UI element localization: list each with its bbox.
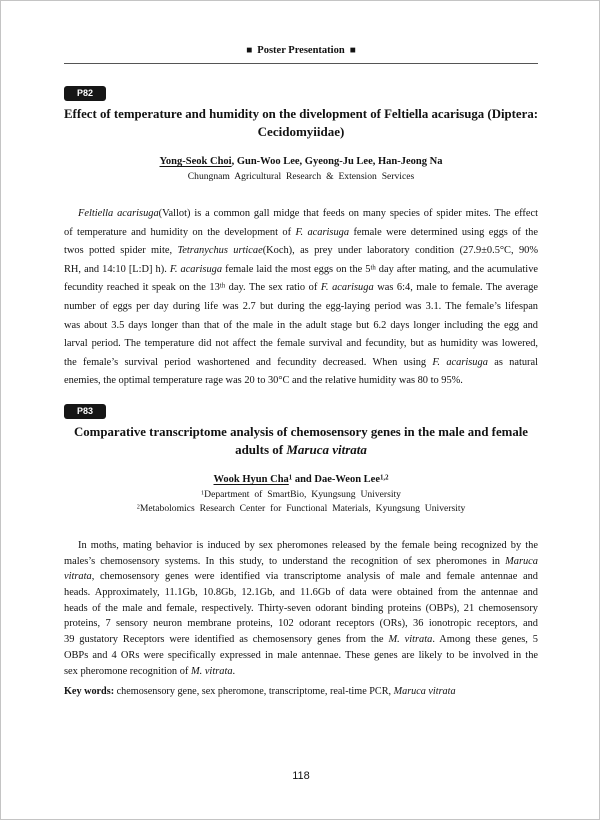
text-run: enemies, the optimal temperature rage was 20 to 30°C and the relative humidity was 80 to 95%. — [64, 375, 463, 387]
abstract-line — [64, 585, 538, 601]
text-run: heads of the male and female, respectively. Thirty-seven odorant binding proteins (OBPs), 21 chemosensory — [64, 602, 538, 614]
italic-run: vitrata — [64, 571, 92, 583]
abstract-line — [64, 616, 538, 632]
text-run: (Vallot) is a common gall midge that feeds on many species of spider mites. The effect — [158, 208, 538, 219]
abstract-body — [64, 538, 538, 679]
text-run: was about 3.5 days longer than that of the male in the adult stage but 6.2 days longer including the egg and — [64, 319, 538, 331]
abstract-line — [64, 335, 538, 354]
text-run: of temperature and humidity on the development of — [64, 226, 296, 238]
italic-run: Maruca vitrata — [393, 686, 456, 697]
abstract-line — [64, 354, 538, 373]
italic-run: Tetranychus urticae — [177, 245, 263, 257]
abstract-line — [64, 372, 538, 391]
text-run: In moths, mating behavior is induced by sex pheromones released by the female being recognized by the — [78, 540, 538, 551]
superscript-run: 1 — [201, 489, 205, 497]
italic-run: M. vitrata — [190, 665, 233, 677]
author-list — [64, 473, 538, 487]
italic-run: F. acarisuga — [295, 226, 350, 238]
abstract-line — [64, 261, 538, 280]
abstract-line — [64, 664, 538, 680]
affiliation — [64, 170, 538, 184]
text-run: larval period. The temperature did not affect the female survival and fecundity, but as humidity was lowered, — [64, 338, 538, 350]
poster-number-badge: P83 — [64, 404, 106, 419]
abstract-line — [78, 538, 538, 554]
abstract-title-line — [64, 441, 538, 459]
abstract-line — [64, 632, 538, 648]
keywords-line — [64, 685, 538, 699]
text-run: proteins, 7 sensory neuron membrane proteins, 102 odorant receptors (ORs), 36 ionotropic receptors, and — [64, 618, 538, 630]
abstract-line — [78, 205, 538, 224]
text-run: 39 gustatory Receptors were identified as chemosensory genes from the — [64, 634, 389, 646]
superscript-run: 1,2 — [379, 474, 389, 482]
underlined-author: Yong-Seok Choi — [159, 156, 232, 167]
text-run: . Among these genes, 5 — [432, 634, 538, 646]
affiliation — [64, 502, 538, 516]
text-run: , Gun-Woo Lee, Gyeong-Ju Lee, Han-Jeong Na — [231, 156, 443, 167]
abstract-body — [64, 205, 538, 391]
text-run: number of eggs per day during life was 2.7 but during the egg-laying period was 3.1. The female’s lifespan — [64, 300, 538, 312]
text-run: day after mating, and the acumulative — [375, 263, 538, 275]
page-number: 118 — [292, 770, 310, 782]
italic-run: Feltiella acarisuga — [78, 208, 159, 219]
affiliation — [64, 488, 538, 502]
text-run: and Dae-Weon Lee — [292, 474, 380, 485]
abstract-line — [64, 224, 538, 243]
square-mark-icon: ■ — [246, 45, 253, 56]
text-run: day. The sex ratio of — [225, 282, 321, 294]
header-rule — [64, 63, 538, 64]
abstract-line — [64, 279, 538, 298]
abstract-line — [64, 601, 538, 617]
abstract-line — [64, 569, 538, 585]
abstract-title-line — [74, 423, 528, 441]
abstract-line — [64, 242, 538, 261]
text-run: female were determined using eggs of the — [349, 226, 538, 238]
section-title: Poster Presentation — [257, 45, 345, 56]
abstract-line — [64, 317, 538, 336]
italic-run: Maruca — [505, 555, 538, 567]
text-run: Cecidomyiidae) — [257, 124, 345, 139]
italic-run: F. acarisuga — [320, 282, 374, 294]
text-run: Comparative transcriptome analysis of chemosensory genes in the male and female — [74, 424, 528, 439]
text-run: males’s chemosensory systems. In this study, to understand the recognition of sex pheromones in — [64, 555, 506, 567]
text-run: Effect of temperature and humidity on the divelopment of Feltiella acarisuga (Diptera: — [64, 106, 538, 121]
text-run: RH, and 14:10 [L:D] h). — [64, 263, 170, 275]
abstract-line — [64, 554, 538, 570]
text-run: Chungnam Agricultural Research & Extension Services — [187, 171, 415, 182]
text-run: Metabolomics Research Center for Functional Materials, Kyungsung University — [139, 503, 466, 514]
italic-run: M. vitrata — [388, 634, 433, 646]
text-run: the female’s survival period washortened and fecundity decreased. When using — [64, 356, 433, 368]
square-mark-icon: ■ — [349, 45, 356, 56]
text-run: as natural — [487, 356, 539, 368]
text-run: fecundity reached it speak on the 13 — [64, 282, 220, 294]
italic-run: F. acarisuga — [169, 263, 223, 275]
text-run: OBPs and 4 ORs were specifically expressed in male antennae. These genes are likely to be involved in the — [64, 649, 538, 661]
text-run: , chemosensory genes were identified via transcriptome analysis of male and female antennae and — [91, 571, 538, 583]
italic-run: Maruca vitrata — [286, 442, 367, 457]
text-run: chemosensory gene, sex pheromone, transcriptome, real-time PCR, — [114, 686, 394, 697]
text-run: . — [232, 665, 236, 677]
bold-run: Key words: — [64, 686, 115, 697]
italic-run: F. acarisuga — [432, 356, 488, 368]
text-run: (Koch), as prey under laboratory condition (27.9±0.5°C, 90% — [262, 245, 538, 257]
superscript-run: 1 — [288, 474, 293, 482]
superscript-run: th — [219, 282, 226, 290]
running-header — [64, 44, 538, 58]
abstract-title-line — [64, 123, 538, 141]
text-run: twos potted spider mite, — [64, 245, 178, 257]
poster-number-badge: P82 — [64, 86, 106, 101]
author-list — [64, 155, 538, 169]
abstract-title-line — [64, 105, 538, 123]
underlined-author: Wook Hyun Cha — [213, 474, 289, 485]
superscript-run: 2 — [136, 503, 140, 511]
abstract-line — [64, 648, 538, 664]
text-run: Department of SmartBio, Kyungsung University — [204, 489, 401, 500]
text-run: heads. Approximately, 11.1Gb, 10.8Gb, 12.1Gb, and 11.6Gb of data were obtained from the antennae and — [64, 587, 538, 599]
text-run: sex pheromone recognition of — [64, 665, 191, 677]
superscript-run: th — [370, 264, 376, 272]
abstract-line — [64, 298, 538, 317]
text-run: adults of — [235, 442, 287, 457]
text-run: female laid the most eggs on the 5 — [222, 263, 371, 275]
text-run: was 6:4, male to female. The average — [373, 282, 539, 294]
